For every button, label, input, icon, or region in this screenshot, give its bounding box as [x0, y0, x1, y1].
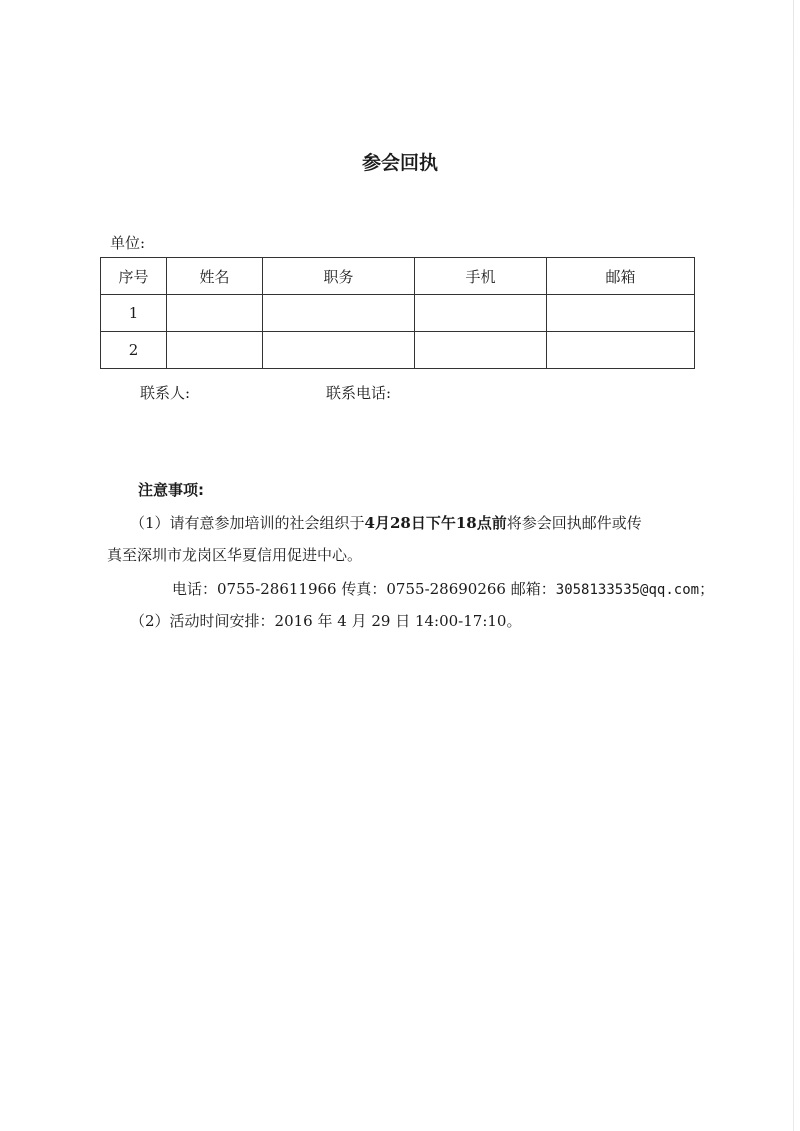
row-index: 1	[101, 295, 167, 332]
mobile-cell[interactable]	[415, 332, 547, 369]
unit-label: 单位:	[110, 234, 146, 252]
line-end: ；	[699, 580, 715, 598]
note-item-1	[130, 512, 642, 533]
header-index: 序号	[101, 258, 167, 295]
reply-table	[100, 257, 695, 369]
note-item-1-line2: 真至深圳市龙岗区华夏信用促进中心。	[107, 546, 363, 564]
contact-phone-label: 联系电话:	[326, 384, 392, 402]
position-cell[interactable]	[263, 295, 415, 332]
name-cell[interactable]	[167, 332, 263, 369]
note-item-1-deadline: 4月28日下午18点前	[364, 514, 507, 532]
note-item-1-suffix: 将参会回执邮件或传	[506, 514, 642, 532]
table-row	[101, 332, 695, 369]
note-item-1-prefix: （1）请有意参加培训的社会组织于	[130, 514, 365, 532]
notes-heading: 注意事项:	[138, 481, 204, 499]
phone-value: 0755-28611966	[217, 580, 337, 598]
phone-label: 电话：	[172, 580, 218, 598]
contact-person-label: 联系人:	[140, 384, 191, 402]
header-name: 姓名	[167, 258, 263, 295]
contact-info-line	[172, 578, 714, 599]
mobile-cell[interactable]	[415, 295, 547, 332]
table-header-row	[101, 258, 695, 295]
email-value: 3058133535@qq.com	[555, 582, 700, 598]
email-cell[interactable]	[547, 332, 695, 369]
note-item-2: （2）活动时间安排：2016 年 4 月 29 日 14:00-17:10。	[130, 612, 522, 630]
fax-value: 0755-28690266	[386, 580, 506, 598]
row-index: 2	[101, 332, 167, 369]
header-position: 职务	[263, 258, 415, 295]
fax-label: 传真：	[336, 580, 387, 598]
header-email: 邮箱	[547, 258, 695, 295]
name-cell[interactable]	[167, 295, 263, 332]
header-mobile: 手机	[415, 258, 547, 295]
page-title: 参会回执	[361, 152, 438, 174]
position-cell[interactable]	[263, 332, 415, 369]
email-cell[interactable]	[547, 295, 695, 332]
email-label: 邮箱：	[505, 580, 556, 598]
table-row	[101, 295, 695, 332]
